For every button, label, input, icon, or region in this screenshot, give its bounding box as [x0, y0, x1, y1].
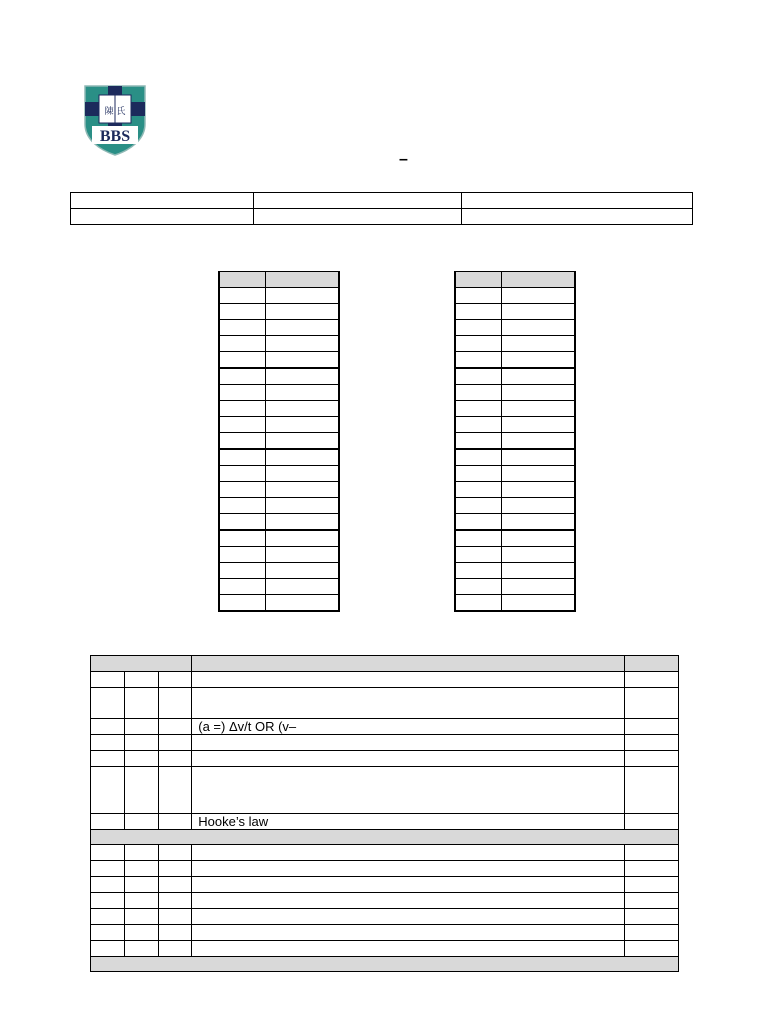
- answer-cell: [266, 304, 340, 320]
- question-number-cell: [219, 368, 266, 385]
- marking-row: [91, 877, 679, 893]
- subpart-cell: [124, 688, 158, 719]
- marking-scheme-table: [90, 655, 679, 972]
- question-number-cell: [455, 352, 502, 369]
- answer-row: [455, 514, 575, 531]
- question-number-cell: [455, 336, 502, 352]
- answer-row: [219, 433, 339, 450]
- answer-cell: [502, 547, 576, 563]
- header-question-cell: [91, 656, 192, 672]
- subpart-cell: [124, 909, 158, 925]
- subpart-cell: [124, 845, 158, 861]
- school-crest-logo: [82, 84, 148, 156]
- answer-row: [455, 482, 575, 498]
- answer-row: [219, 482, 339, 498]
- answer-row: [455, 368, 575, 385]
- answer-row: [219, 530, 339, 547]
- description-cell: Hooke’s law: [192, 814, 625, 830]
- section-divider-cell: [91, 957, 679, 972]
- answer-cell: [502, 449, 576, 466]
- answer-cell: [266, 417, 340, 433]
- marks-cell: [625, 909, 679, 925]
- answer-cell: [266, 385, 340, 401]
- answer-row: [455, 547, 575, 563]
- question-number-cell: [455, 304, 502, 320]
- question-cell: [91, 877, 125, 893]
- question-number-cell: [455, 563, 502, 579]
- item-cell: [158, 672, 192, 688]
- marking-row: [91, 925, 679, 941]
- info-cell: [462, 209, 693, 225]
- answer-row: [455, 304, 575, 320]
- question-number-cell: [219, 417, 266, 433]
- item-cell: [158, 735, 192, 751]
- answer-cell: [266, 498, 340, 514]
- question-number-cell: [219, 547, 266, 563]
- answer-cell: [266, 579, 340, 595]
- answer-row: [219, 547, 339, 563]
- marks-cell: [625, 893, 679, 909]
- marks-cell: [625, 861, 679, 877]
- question-cell: [91, 719, 125, 735]
- answer-row: [219, 563, 339, 579]
- question-cell: [91, 814, 125, 830]
- marking-row: [91, 688, 679, 719]
- info-cell: [254, 209, 462, 225]
- subpart-cell: [124, 877, 158, 893]
- answer-row: [455, 498, 575, 514]
- item-cell: [158, 814, 192, 830]
- marking-row: [91, 751, 679, 767]
- marking-row: [91, 672, 679, 688]
- info-cell: [254, 193, 462, 209]
- item-cell: [158, 909, 192, 925]
- answer-cell: [502, 466, 576, 482]
- question-number-cell: [455, 482, 502, 498]
- description-cell: [192, 861, 625, 877]
- subpart-cell: [124, 751, 158, 767]
- marking-row: [91, 735, 679, 751]
- marking-row: [91, 719, 679, 735]
- answer-row: [455, 530, 575, 547]
- answer-cell: [502, 433, 576, 450]
- question-number-cell: [455, 401, 502, 417]
- info-cell: [71, 209, 254, 225]
- answer-cell: [266, 466, 340, 482]
- item-cell: [158, 941, 192, 957]
- question-cell: [91, 845, 125, 861]
- marking-row: [91, 845, 679, 861]
- marks-cell: [625, 688, 679, 719]
- answer-row: [455, 336, 575, 352]
- answer-row: [219, 514, 339, 531]
- marking-row: [91, 767, 679, 814]
- answer-row: [219, 304, 339, 320]
- question-number-cell: [455, 368, 502, 385]
- answer-table-header: [219, 272, 339, 288]
- answer-cell: [502, 417, 576, 433]
- description-cell: [192, 925, 625, 941]
- subpart-cell: [124, 925, 158, 941]
- marks-cell: [625, 672, 679, 688]
- subpart-cell: [124, 719, 158, 735]
- answer-cell: [502, 288, 576, 304]
- question-number-cell: [455, 530, 502, 547]
- question-cell: [91, 925, 125, 941]
- answer-cell: [502, 595, 576, 612]
- answer-row: [219, 288, 339, 304]
- description-cell: [192, 845, 625, 861]
- header-cell-question: [219, 272, 266, 288]
- info-row: [71, 193, 693, 209]
- answer-row: [455, 595, 575, 612]
- answer-row: [455, 401, 575, 417]
- answer-row: [219, 466, 339, 482]
- answer-cell: [502, 385, 576, 401]
- marking-row: [91, 941, 679, 957]
- marking-row: [91, 814, 679, 830]
- question-number-cell: [455, 547, 502, 563]
- description-cell: [192, 688, 625, 719]
- subpart-cell: [124, 767, 158, 814]
- header-cell-answer: [266, 272, 340, 288]
- answer-cell: [502, 498, 576, 514]
- answer-cell: [502, 514, 576, 531]
- answer-row: [219, 336, 339, 352]
- candidate-info-table: [70, 192, 693, 225]
- answer-cell: [266, 449, 340, 466]
- header-description-cell: [192, 656, 625, 672]
- marking-header-row: [91, 656, 679, 672]
- answer-row: [455, 417, 575, 433]
- header-cell-answer: [502, 272, 576, 288]
- question-number-cell: [455, 433, 502, 450]
- answer-row: [455, 579, 575, 595]
- answer-row: [219, 449, 339, 466]
- description-cell: [192, 941, 625, 957]
- subpart-cell: [124, 735, 158, 751]
- question-cell: [91, 941, 125, 957]
- description-cell: [192, 909, 625, 925]
- marks-cell: [625, 877, 679, 893]
- answer-row: [455, 449, 575, 466]
- question-number-cell: [219, 563, 266, 579]
- question-cell: [91, 688, 125, 719]
- answer-cell: [266, 288, 340, 304]
- question-number-cell: [219, 433, 266, 450]
- question-number-cell: [219, 401, 266, 417]
- answer-cell: [266, 368, 340, 385]
- item-cell: [158, 719, 192, 735]
- description-cell: (a =) Δv/t OR (v–: [192, 719, 625, 735]
- description-cell: [192, 751, 625, 767]
- question-number-cell: [219, 482, 266, 498]
- question-cell: [91, 672, 125, 688]
- item-cell: [158, 845, 192, 861]
- question-number-cell: [219, 498, 266, 514]
- description-cell: [192, 672, 625, 688]
- title-dash: –: [399, 151, 408, 168]
- answer-row: [455, 352, 575, 369]
- question-number-cell: [455, 514, 502, 531]
- info-cell: [71, 193, 254, 209]
- marks-cell: [625, 941, 679, 957]
- question-number-cell: [455, 385, 502, 401]
- item-cell: [158, 767, 192, 814]
- item-cell: [158, 893, 192, 909]
- subpart-cell: [124, 814, 158, 830]
- answer-cell: [266, 563, 340, 579]
- answer-row: [219, 417, 339, 433]
- answer-cell: [502, 336, 576, 352]
- answer-row: [219, 579, 339, 595]
- answer-cell: [502, 401, 576, 417]
- answer-row: [219, 352, 339, 369]
- marking-row: [91, 861, 679, 877]
- answer-cell: [266, 336, 340, 352]
- answer-cell: [502, 563, 576, 579]
- answer-row: [455, 385, 575, 401]
- answer-row: [455, 288, 575, 304]
- marks-cell: [625, 814, 679, 830]
- marks-cell: [625, 845, 679, 861]
- marks-cell: [625, 767, 679, 814]
- question-number-cell: [219, 449, 266, 466]
- item-cell: [158, 877, 192, 893]
- question-number-cell: [219, 514, 266, 531]
- answer-cell: [266, 401, 340, 417]
- question-number-cell: [455, 498, 502, 514]
- description-cell: [192, 893, 625, 909]
- question-number-cell: [455, 449, 502, 466]
- answer-cell: [502, 579, 576, 595]
- answer-cell: [266, 320, 340, 336]
- marking-row: [91, 893, 679, 909]
- answer-row: [219, 498, 339, 514]
- question-cell: [91, 909, 125, 925]
- question-cell: [91, 861, 125, 877]
- question-number-cell: [219, 304, 266, 320]
- header-cell-question: [455, 272, 502, 288]
- description-cell: [192, 735, 625, 751]
- answer-cell: [502, 304, 576, 320]
- marking-section-row: [91, 830, 679, 845]
- answer-row: [455, 563, 575, 579]
- subpart-cell: [124, 941, 158, 957]
- question-number-cell: [219, 288, 266, 304]
- question-cell: [91, 751, 125, 767]
- answer-cell: [266, 482, 340, 498]
- answer-cell: [266, 514, 340, 531]
- answer-table-header: [455, 272, 575, 288]
- question-number-cell: [455, 579, 502, 595]
- logo-chinese-text: 陳 氏: [104, 107, 126, 117]
- question-number-cell: [219, 579, 266, 595]
- answer-row: [219, 401, 339, 417]
- answer-cell: [502, 352, 576, 369]
- marks-cell: [625, 735, 679, 751]
- question-number-cell: [455, 288, 502, 304]
- answer-row: [455, 433, 575, 450]
- answer-table-right: [454, 271, 576, 612]
- marks-cell: [625, 719, 679, 735]
- answer-cell: [266, 530, 340, 547]
- header-marks-cell: [625, 656, 679, 672]
- answer-cell: [502, 368, 576, 385]
- marks-cell: [625, 925, 679, 941]
- question-number-cell: [219, 336, 266, 352]
- answer-row: [219, 385, 339, 401]
- question-number-cell: [455, 595, 502, 612]
- marks-cell: [625, 751, 679, 767]
- question-number-cell: [219, 385, 266, 401]
- answer-cell: [266, 433, 340, 450]
- question-cell: [91, 735, 125, 751]
- answer-table-left: [218, 271, 340, 612]
- question-number-cell: [219, 320, 266, 336]
- marking-row: [91, 909, 679, 925]
- answer-row: [219, 368, 339, 385]
- answer-row: [455, 466, 575, 482]
- item-cell: [158, 925, 192, 941]
- question-number-cell: [219, 530, 266, 547]
- subpart-cell: [124, 672, 158, 688]
- description-cell: [192, 767, 625, 814]
- question-number-cell: [455, 320, 502, 336]
- answer-cell: [502, 320, 576, 336]
- item-cell: [158, 688, 192, 719]
- subpart-cell: [124, 893, 158, 909]
- marking-section-row: [91, 957, 679, 972]
- question-number-cell: [219, 352, 266, 369]
- info-row: [71, 209, 693, 225]
- description-cell: [192, 877, 625, 893]
- question-number-cell: [455, 466, 502, 482]
- question-number-cell: [455, 417, 502, 433]
- question-cell: [91, 767, 125, 814]
- answer-cell: [266, 595, 340, 612]
- item-cell: [158, 751, 192, 767]
- question-cell: [91, 893, 125, 909]
- section-divider-cell: [91, 830, 679, 845]
- answer-cell: [502, 482, 576, 498]
- info-cell: [462, 193, 693, 209]
- subpart-cell: [124, 861, 158, 877]
- item-cell: [158, 861, 192, 877]
- answer-cell: [266, 352, 340, 369]
- answer-cell: [502, 530, 576, 547]
- answer-cell: [266, 547, 340, 563]
- answer-row: [219, 320, 339, 336]
- logo-text: BBS: [99, 128, 131, 145]
- answer-row: [455, 320, 575, 336]
- question-number-cell: [219, 595, 266, 612]
- answer-row: [219, 595, 339, 612]
- question-number-cell: [219, 466, 266, 482]
